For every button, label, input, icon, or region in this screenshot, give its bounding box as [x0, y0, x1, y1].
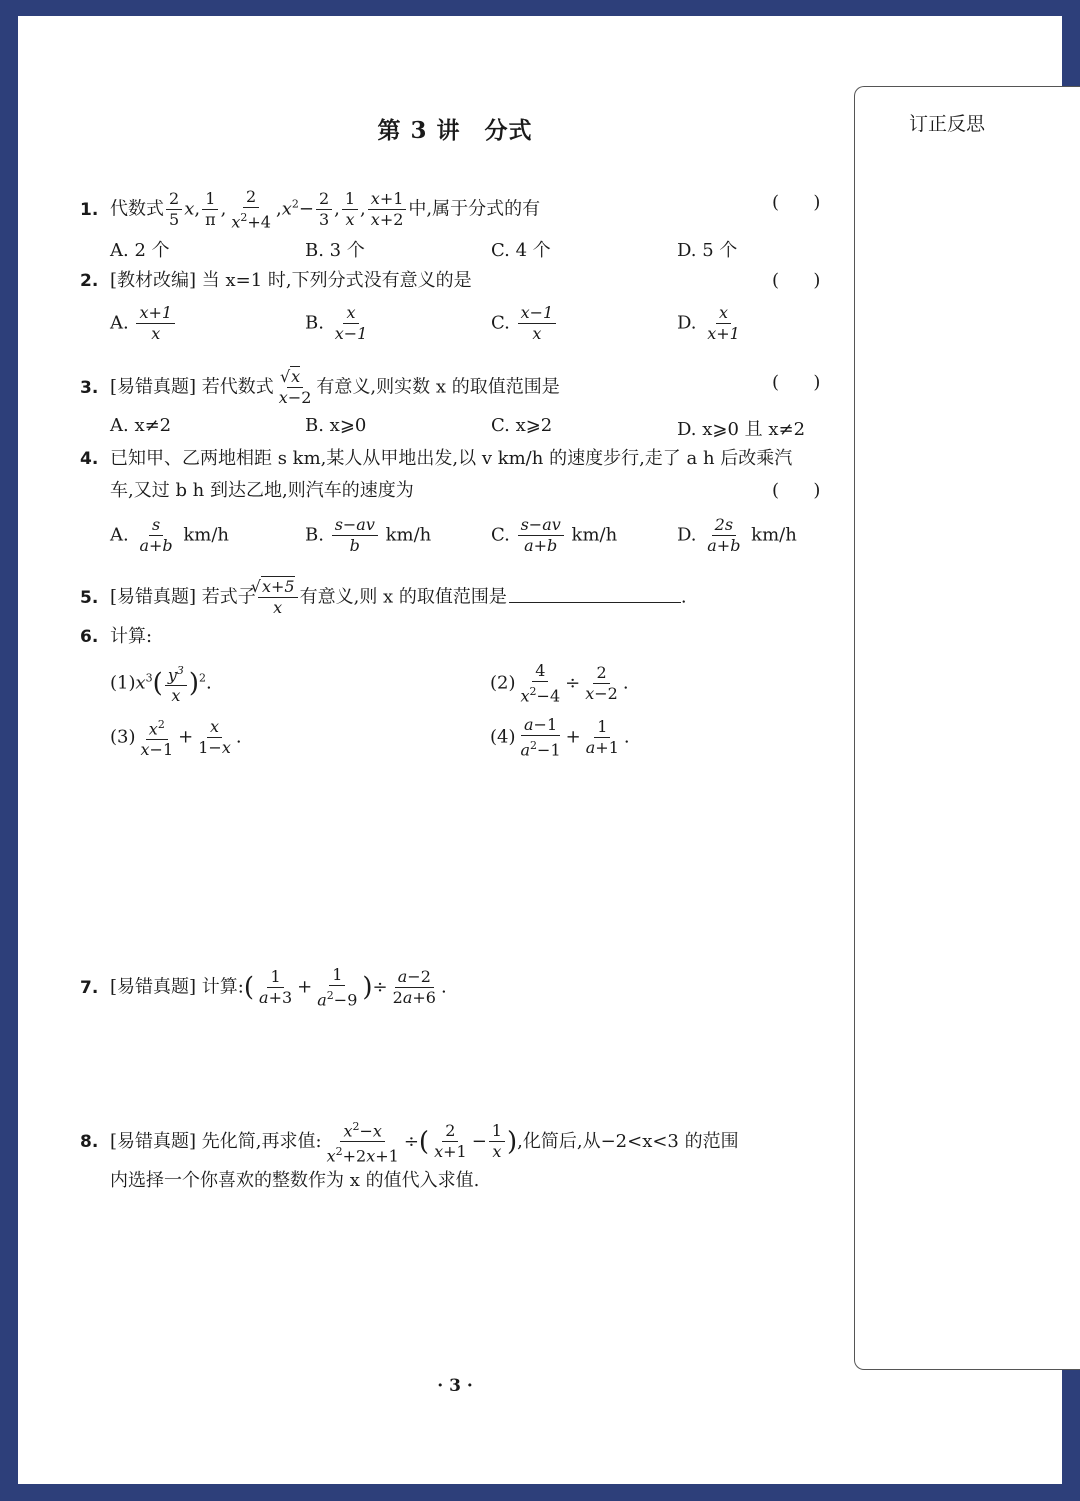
q1-option-b[interactable]: B. 3 个	[305, 240, 365, 261]
q2-option-d[interactable]: D. $\frac{x}{x+1}$	[677, 303, 740, 343]
q1-option-c[interactable]: C. 4 个	[491, 240, 551, 261]
q4-option-d[interactable]: D. $\frac{2s}{a+b}$ km/h	[677, 515, 797, 555]
lecture-number: 第 3 讲	[377, 117, 461, 144]
answer-paren-1[interactable]: ( )	[772, 192, 821, 213]
page-number: · 3 ·	[437, 1376, 473, 1396]
q2-option-b[interactable]: B. $\frac{x}{x-1}$	[305, 303, 368, 343]
q3-option-c[interactable]: C. x⩾2	[491, 415, 553, 436]
question-4-line2: 车,又过 b h 到达乙地,则汽车的速度为	[110, 480, 414, 501]
question-4: 4. 已知甲、乙两地相距 s km,某人从甲地出发,以 v km/h 的速度步行,走了 a h 后改乘汽	[80, 448, 793, 469]
q3-option-b[interactable]: B. x⩾0	[305, 415, 367, 436]
q2-option-c[interactable]: C. $\frac{x-1}{x}$	[491, 304, 558, 343]
q3-option-d[interactable]: D. x⩾0 且 x≠2	[677, 419, 806, 440]
answer-paren-2[interactable]: ( )	[772, 270, 821, 291]
question-2: 2. [教材改编] 当 x=1 时,下列分式没有意义的是	[80, 270, 472, 291]
page-title	[0, 112, 910, 145]
q6-part-1: $(1)x^3$( $\frac{y^3}{x}$ )$^2$.	[110, 664, 212, 706]
q6-part-4: (4) $\frac{a-1}{a^2-1}$ + $\frac{1}{a+1}$ .	[490, 715, 630, 760]
q4-option-b[interactable]: B. $\frac{s-av}{b}$ km/h	[305, 515, 432, 555]
answer-blank-5[interactable]	[509, 584, 681, 603]
question-8-line2: 内选择一个你喜欢的整数作为 x 的值代入求值.	[110, 1170, 480, 1191]
question-5: 5. [易错真题] 若式子 √ $\frac{x+5}{x}$ 有意义,则 x 的取值范围是 .	[80, 578, 687, 617]
answer-paren-4[interactable]: ( )	[772, 480, 821, 501]
q1-option-d[interactable]: D. 5 个	[677, 240, 738, 261]
q6-part-3: (3) $\frac{x^2}{x-1}$ + $\frac{x}{1-x}$ .	[110, 717, 242, 760]
sidebar-title: 订正反思	[909, 113, 986, 135]
q2-option-a[interactable]: A. $\frac{x+1}{x}$	[110, 304, 177, 343]
lecture-topic: 分式	[484, 117, 533, 144]
question-3: 3. [易错真题] 若代数式 √ $\frac{x}{x-2}$ 有意义,则实数 x 的取值范围是	[80, 368, 560, 407]
question-1: 1. 代数式 $\frac{2}{5}$ x, $\frac{1}{\pi}$ , $\frac{2}{x^2+4}$ $,x^2-$ $\frac{2}{3}$ , $\frac{1}{x}$ , $\frac{x+1}{x+2}$ 中,属于分式的有	[80, 187, 541, 232]
question-7: 7. [易错真题] 计算:( $\frac{1}{a+3}$ + $\frac{1}{a^2-9}$ )÷ $\frac{a-2}{2a+6}$ .	[80, 965, 447, 1010]
q1-option-a[interactable]: A. 2 个	[110, 240, 170, 261]
q4-option-c[interactable]: C. $\frac{s-av}{a+b}$ km/h	[491, 515, 618, 555]
q6-part-2: (2) $\frac{4}{x^2-4}$ ÷ $\frac{2}{x-2}$ .	[490, 661, 629, 706]
question-8: 8. [易错真题] 先化简,再求值: $\frac{x^2-x}{x^2+2x+1}$ ÷( $\frac{2}{x+1}$ − $\frac{1}{x}$ ),化简后,从−2<x<3 的范围	[80, 1120, 739, 1166]
answer-paren-3[interactable]: ( )	[772, 372, 821, 393]
q4-option-a[interactable]: A. $\frac{s}{a+b}$ km/h	[110, 515, 230, 555]
correction-sidebar	[854, 86, 1080, 1370]
question-6: 6. 计算:	[80, 626, 153, 647]
q3-option-a[interactable]: A. x≠2	[110, 415, 172, 436]
